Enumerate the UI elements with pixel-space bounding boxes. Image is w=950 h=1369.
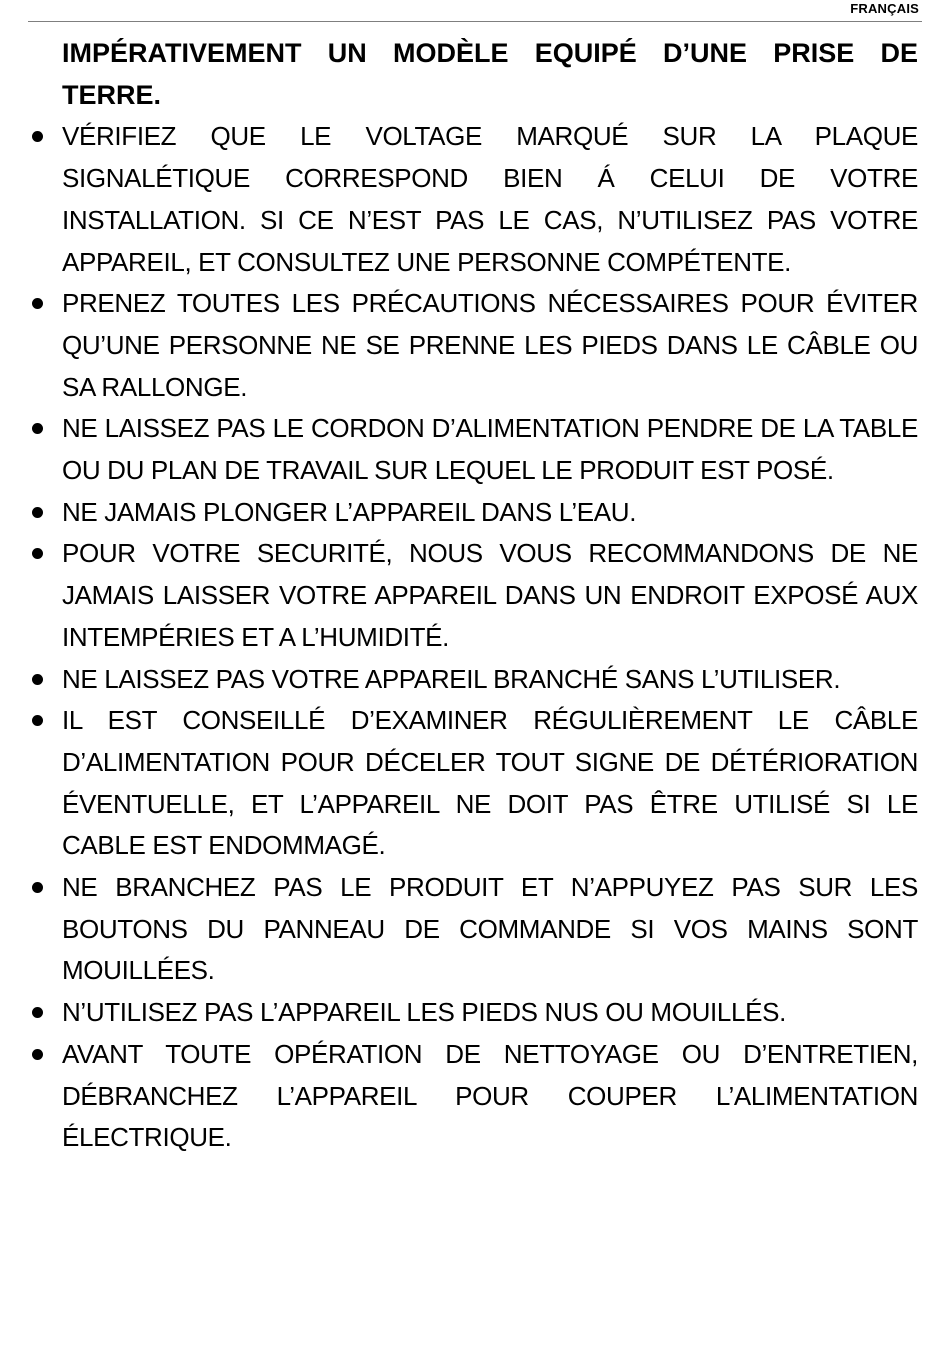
- bullet-icon: [32, 1007, 43, 1018]
- list-item-text: POUR VOTRE SECURITÉ, NOUS VOUS RECOMMANDONS DE NE JAMAIS LAISSER VOTRE APPAREIL DANS UN ENDROIT EXPOSÉ AUX INTEMPÉRIES ET A L’HUMIDITÉ.: [62, 538, 918, 652]
- list-item-text: PRENEZ TOUTES LES PRÉCAUTIONS NÉCESSAIRES POUR ÉVITER QU’UNE PERSONNE NE SE PRENNE LES PIEDS DANS LE CÂBLE OU SA RALLONGE.: [62, 288, 918, 402]
- list-item: [28, 408, 918, 491]
- list-item: [28, 116, 918, 283]
- continued-warning-text: IMPÉRATIVEMENT UN MODÈLE EQUIPÉ D’UNE PRISE DE TERRE.: [62, 38, 918, 110]
- bullet-icon: [32, 548, 43, 559]
- list-item-text: NE LAISSEZ PAS VOTRE APPAREIL BRANCHÉ SANS L’UTILISER.: [62, 663, 841, 694]
- list-item: [28, 533, 918, 658]
- list-item-text: IL EST CONSEILLÉ D’EXAMINER RÉGULIÈREMENT LE CÂBLE D’ALIMENTATION POUR DÉCELER TOUT SIGNE DE DÉTÉRIORATION ÉVENTUELLE, ET L’APPAREIL NE DOIT PAS ÊTRE UTILISÉ SI LE CABLE EST ENDOMMAGÉ.: [62, 705, 918, 861]
- bullet-icon: [32, 423, 43, 434]
- list-item: [28, 659, 918, 701]
- list-item-text: NE JAMAIS PLONGER L’APPAREIL DANS L’EAU.: [62, 496, 637, 527]
- bullet-icon: [32, 298, 43, 309]
- list-item-text: AVANT TOUTE OPÉRATION DE NETTOYAGE OU D’ENTRETIEN, DÉBRANCHEZ L’APPAREIL POUR COUPER L’ALIMENTATION ÉLECTRIQUE.: [62, 1038, 918, 1153]
- list-item-text: VÉRIFIEZ QUE LE VOLTAGE MARQUÉ SUR LA PLAQUE SIGNALÉTIQUE CORRESPOND BIEN Á CELUI DE VOTRE INSTALLATION. SI CE N’EST PAS LE CAS, N’UTILISEZ PAS VOTRE APPAREIL, ET CONSULTEZ UNE PERSONNE COMPÉTENTE.: [62, 121, 918, 277]
- language-label: FRANÇAIS: [850, 1, 919, 16]
- bullet-icon: [32, 882, 43, 893]
- bullet-icon: [32, 131, 43, 142]
- list-item: [28, 992, 918, 1034]
- list-item: [28, 1034, 918, 1159]
- safety-instructions: [28, 33, 918, 1159]
- bullet-icon: [32, 674, 43, 685]
- bullet-icon: [32, 715, 43, 726]
- list-item-text: NE BRANCHEZ PAS LE PRODUIT ET N’APPUYEZ PAS SUR LES BOUTONS DU PANNEAU DE COMMANDE SI VOS MAINS SONT MOUILLÉES.: [62, 872, 918, 986]
- bullet-icon: [32, 507, 43, 518]
- list-item: [28, 867, 918, 992]
- list-item: [28, 283, 918, 408]
- list-item-text: N’UTILISEZ PAS L’APPAREIL LES PIEDS NUS OU MOUILLÉS.: [62, 997, 786, 1028]
- safety-list: [28, 116, 918, 1159]
- list-item: [28, 492, 918, 534]
- page-header: [28, 0, 922, 22]
- list-item-text: NE LAISSEZ PAS LE CORDON D’ALIMENTATION PENDRE DE LA TABLE OU DU PLAN DE TRAVAIL SUR LEQUEL LE PRODUIT EST POSÉ.: [62, 413, 918, 486]
- list-item: [28, 700, 918, 867]
- bullet-icon: [32, 1049, 43, 1060]
